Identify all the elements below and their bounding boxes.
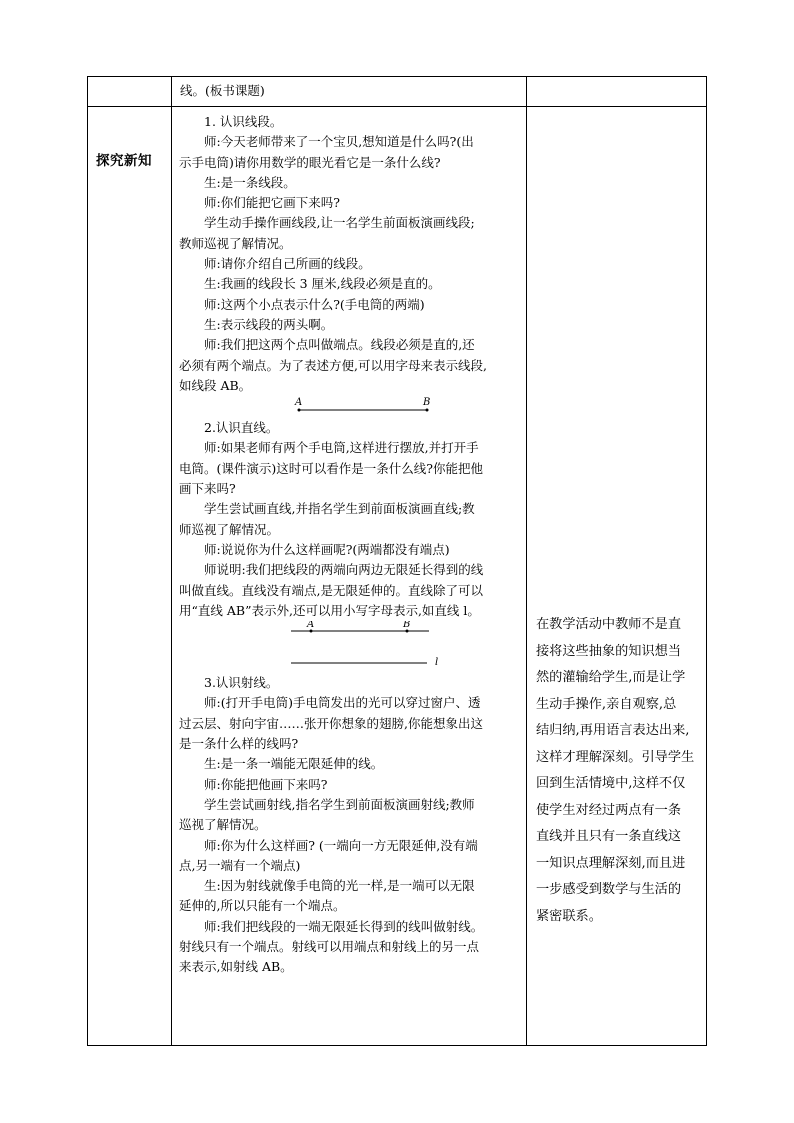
segment-label-a: A [295, 397, 303, 409]
note-line: 这样才理解深刻。引导学生 [536, 749, 695, 765]
text-line: 示手电筒)请你用数学的眼光看它是一条什么线? [179, 154, 441, 170]
text-line: 师:我们把线段的一端无限延长得到的线叫做射线。 [204, 918, 484, 934]
segment-point-b [426, 409, 429, 412]
text-line: 师:请你介绍自己所画的线段。 [204, 256, 371, 272]
text-line: 师:说说你为什么这样画呢?(两端都没有端点) [204, 541, 450, 557]
text-line: 教师巡视了解情况。 [179, 235, 292, 251]
note-line: 一知识点理解深刻,而且进 [536, 855, 686, 871]
text-line: 师:如果老师有两个手电筒,这样进行摆放,并打开手 [204, 440, 479, 456]
text-line: 师巡视了解情况。 [179, 521, 280, 537]
line-label-a: A [307, 621, 315, 631]
text-line: 巡视了解情况。 [179, 817, 267, 833]
text-line: 学生动手操作画线段,让一名学生前面板演画线段; [204, 215, 475, 231]
note-line: 生动手操作,亲自观察,总 [536, 696, 677, 712]
note-line: 结归纳,再用语言表达出来, [536, 723, 690, 738]
lesson-table [87, 76, 707, 1046]
text-line: 师:你为什么这样画? (一端向一方无限延伸,没有端 [204, 837, 478, 853]
row-divider [88, 106, 706, 107]
line-label-l: l [435, 657, 439, 669]
text-line: 生:我画的线段长 3 厘米,线段必须是直的。 [204, 276, 441, 292]
text-line: 师:(打开手电筒)手电筒发出的光可以穿过窗户、透 [204, 695, 481, 711]
text-line: 生:表示线段的两头啊。 [204, 316, 334, 332]
header-row-text: 线。(板书课题) [180, 83, 265, 98]
note-line: 接将这些抽象的知识想当 [536, 643, 682, 659]
text-line: 师:这两个小点表示什么?(手电筒的两端) [204, 296, 425, 312]
section-label: 探究新知 [96, 153, 152, 169]
line-heading: 2.认识直线。 [204, 420, 279, 436]
note-line: 紧密联系。 [536, 908, 602, 924]
teaching-content [179, 112, 525, 978]
design-note [536, 612, 704, 930]
text-line: 生:是一条一端能无限延伸的线。 [204, 756, 384, 772]
text-line: 必须有两个端点。为了表述方便,可以用字母来表示线段, [179, 357, 487, 373]
segment-figure [179, 396, 525, 418]
line-label-b: B [403, 621, 411, 631]
text-line: 射线只有一个端点。射线可以用端点和射线上的另一点 [179, 938, 480, 954]
text-line: 用“直线 AB”表示外,还可以用小写字母表示,如直线 l。 [179, 602, 480, 618]
text-line: 来表示,如射线 AB。 [179, 959, 293, 975]
text-line: 师:你能把他画下来吗? [204, 776, 328, 792]
text-line: 叫做直线。直线没有端点,是无限延伸的。直线除了可以 [179, 582, 483, 598]
text-line: 师:今天老师带来了一个宝贝,想知道是什么吗?(出 [204, 134, 474, 150]
note-line: 然的灌输给学生,而是让学 [536, 670, 686, 685]
segment-point-a [298, 409, 301, 412]
text-line: 画下来吗? [179, 481, 236, 497]
text-line: 师:我们把这两个点叫做端点。线段必须是直的,还 [204, 337, 475, 353]
text-line: 学生尝试画射线,指名学生到前面板演画射线;教师 [204, 796, 475, 812]
column-divider-1 [171, 77, 172, 1045]
text-line: 生:是一条线段。 [204, 174, 296, 190]
segment-heading: 1. 认识线段。 [204, 114, 283, 129]
text-line: 学生尝试画直线,并指名学生到前面板演画直线;教 [204, 501, 475, 517]
segment-label-b: B [423, 397, 431, 409]
text-line: 延伸的,所以只能有一个端点。 [179, 898, 346, 914]
text-line: 过云层、射向宇宙……张开你想象的翅膀,你能想象出这 [179, 715, 483, 731]
text-line: 如线段 AB。 [179, 377, 252, 393]
text-line: 是一条什么样的线吗? [179, 736, 299, 752]
note-line: 回到生活情境中,这样不仅 [536, 776, 686, 791]
ray-heading: 3.认识射线。 [204, 675, 279, 691]
note-line: 一步感受到数学与生活的 [536, 882, 682, 897]
column-divider-2 [526, 77, 527, 1045]
text-line: 师:你们能把它画下来吗? [204, 195, 340, 211]
text-line: 生:因为射线就像手电筒的光一样,是一端可以无限 [204, 878, 475, 894]
note-line: 在教学活动中教师不是直 [536, 617, 682, 632]
text-line: 师说明:我们把线段的两端向两边无限延长得到的线 [204, 562, 484, 578]
text-line: 点,另一端有一个端点) [179, 857, 301, 873]
text-line: 电筒。(课件演示)这时可以看作是一条什么线?你能把他 [179, 460, 483, 476]
line-figure [179, 621, 525, 673]
note-line: 使学生对经过两点有一条 [536, 802, 682, 818]
note-line: 直线并且只有一条直线这 [536, 829, 682, 844]
